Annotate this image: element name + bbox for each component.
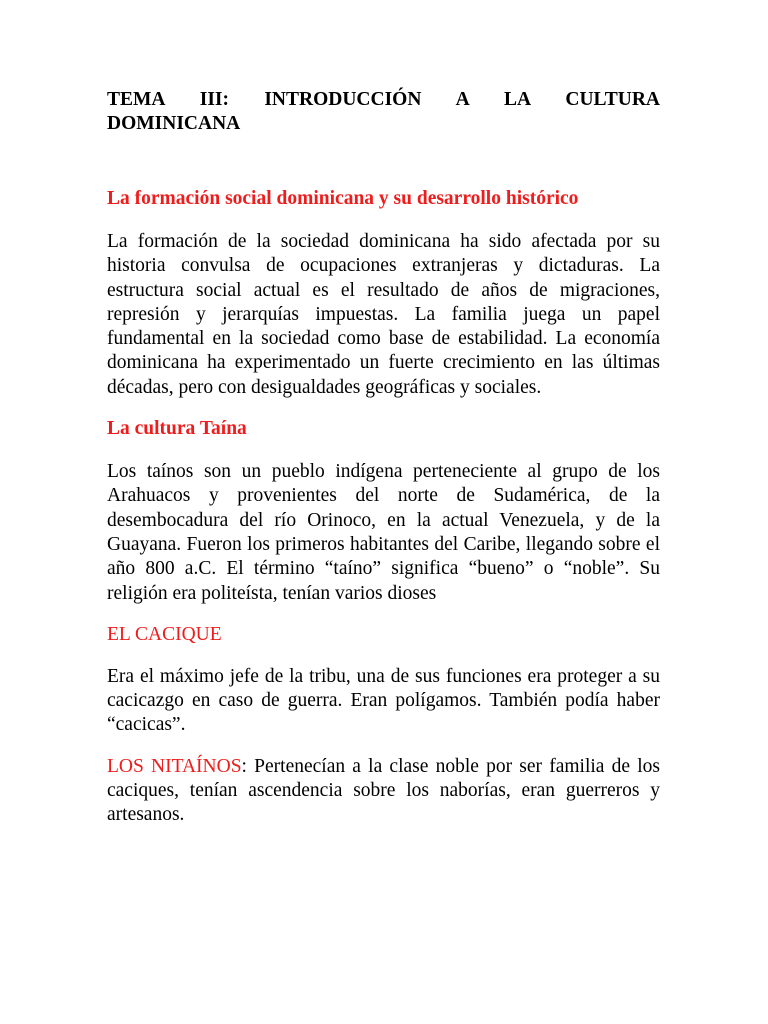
document-title-line-2: DOMINICANA xyxy=(107,113,241,134)
section-heading-taina: La cultura Taína xyxy=(107,418,247,440)
subheading-cacique: EL CACIQUE xyxy=(107,623,222,645)
document-title xyxy=(107,88,660,136)
paragraph-nitainos xyxy=(107,755,660,828)
nitainos-text: : Pertenecían a la clase noble por ser familia de los caciques, tenían ascendencia sobre los naborías, eran guerreros y artesanos. xyxy=(107,755,660,826)
section-heading-formacion: La formación social dominicana y su desarrollo histórico xyxy=(107,188,579,209)
paragraph-formacion: La formación de la sociedad dominicana ha sido afectada por su historia convulsa de ocupaciones extranjeras y dictaduras. La estructura social actual es el resultado de años de migraciones, represión y jerarquías impuestas. La familia juega un papel fundamental en la sociedad como base de estabilidad. La economía dominicana ha experimentado un fuerte crecimiento en las últimas décadas, pero con desigualdades geográficas y sociales. xyxy=(107,231,660,398)
paragraph-taina: Los taínos son un pueblo indígena perteneciente al grupo de los Arahuacos y provenientes del norte de Sudamérica, de la desembocadura del río Orinoco, en la actual Venezuela, y de la Guayana. Fueron los primeros habitantes del Caribe, llegando sobre el año 800 a.C. El término “taíno” significa “bueno” o “noble”. Su religión era politeísta, tenían varios dioses xyxy=(107,461,660,604)
paragraph-cacique: Era el máximo jefe de la tribu, una de sus funciones era proteger a su cacicazgo en caso de guerra. Eran polígamos. También podía haber “cacicas”. xyxy=(107,665,660,736)
document-title-line-1: TEMA III: INTRODUCCIÓN A LA CULTURA xyxy=(107,89,660,110)
nitainos-label: LOS NITAÍNOS xyxy=(107,755,242,777)
document-body xyxy=(107,88,660,828)
